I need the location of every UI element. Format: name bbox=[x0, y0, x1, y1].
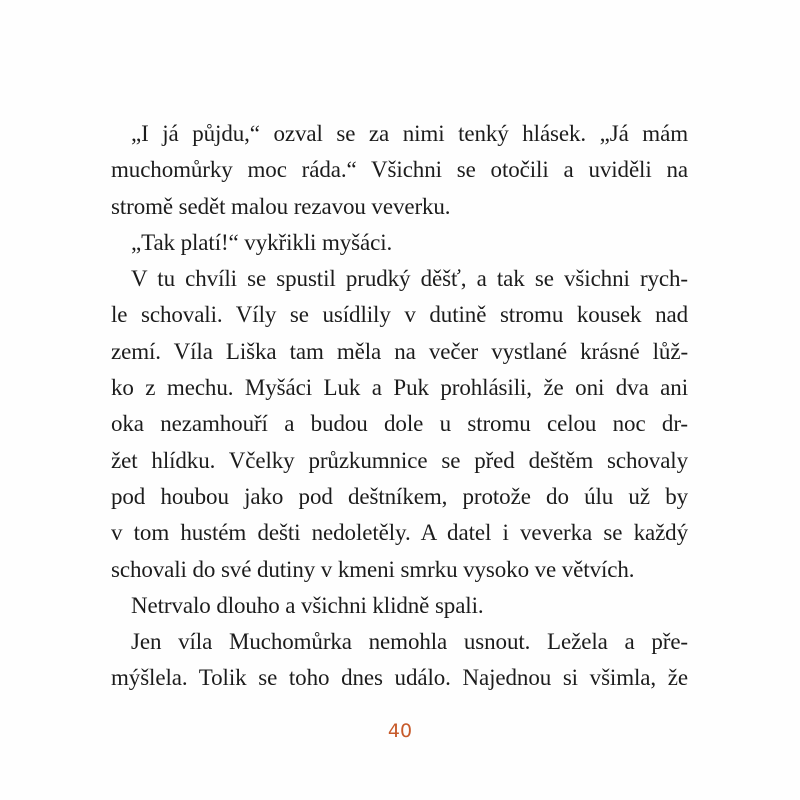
text-line: schovali do své dutiny v kmeni smrku vysoko ve větvích. bbox=[111, 556, 635, 582]
text-line: „I já půjdu,“ ozval se za nimi tenký hlásek. „Já mám bbox=[131, 121, 688, 146]
text-line: „Tak platí!“ vykřikli myšáci. bbox=[131, 229, 393, 255]
text-line: muchomůrky moc ráda.“ Všichni se otočili a uviděli na bbox=[111, 157, 688, 183]
text-line: žet hlídku. Včelky průzkumnice se před deštěm schovaly bbox=[111, 447, 688, 473]
text-line: zemí. Víla Liška tam měla na večer vystlané krásné lůž- bbox=[111, 338, 688, 364]
text-line: stromě sedět malou rezavou veverku. bbox=[111, 193, 451, 219]
text-line: Jen víla Muchomůrka nemohla usnout. Ležela a pře- bbox=[131, 629, 688, 655]
text-line: mýšlela. Tolik se toho dnes událo. Najednou si všimla, že bbox=[111, 665, 688, 691]
body-text bbox=[111, 116, 688, 697]
text-line: ko z mechu. Myšáci Luk a Puk prohlásili, že oni dva ani bbox=[111, 375, 688, 401]
text-line: Netrvalo dlouho a všichni klidně spali. bbox=[131, 592, 484, 618]
text-line: oka nezamhouří a budou dole u stromu celou noc dr- bbox=[111, 411, 688, 437]
text-line: le schovali. Víly se usídlily v dutině stromu kousek nad bbox=[111, 302, 688, 328]
page-number: 40 bbox=[387, 720, 413, 742]
text-line: pod houbou jako pod deštníkem, protože do úlu už by bbox=[111, 483, 688, 509]
text-line: V tu chvíli se spustil prudký děšť, a tak se všichni rych- bbox=[131, 266, 688, 292]
text-line: v tom hustém dešti nedoletěly. A datel i veverka se každý bbox=[111, 520, 688, 546]
